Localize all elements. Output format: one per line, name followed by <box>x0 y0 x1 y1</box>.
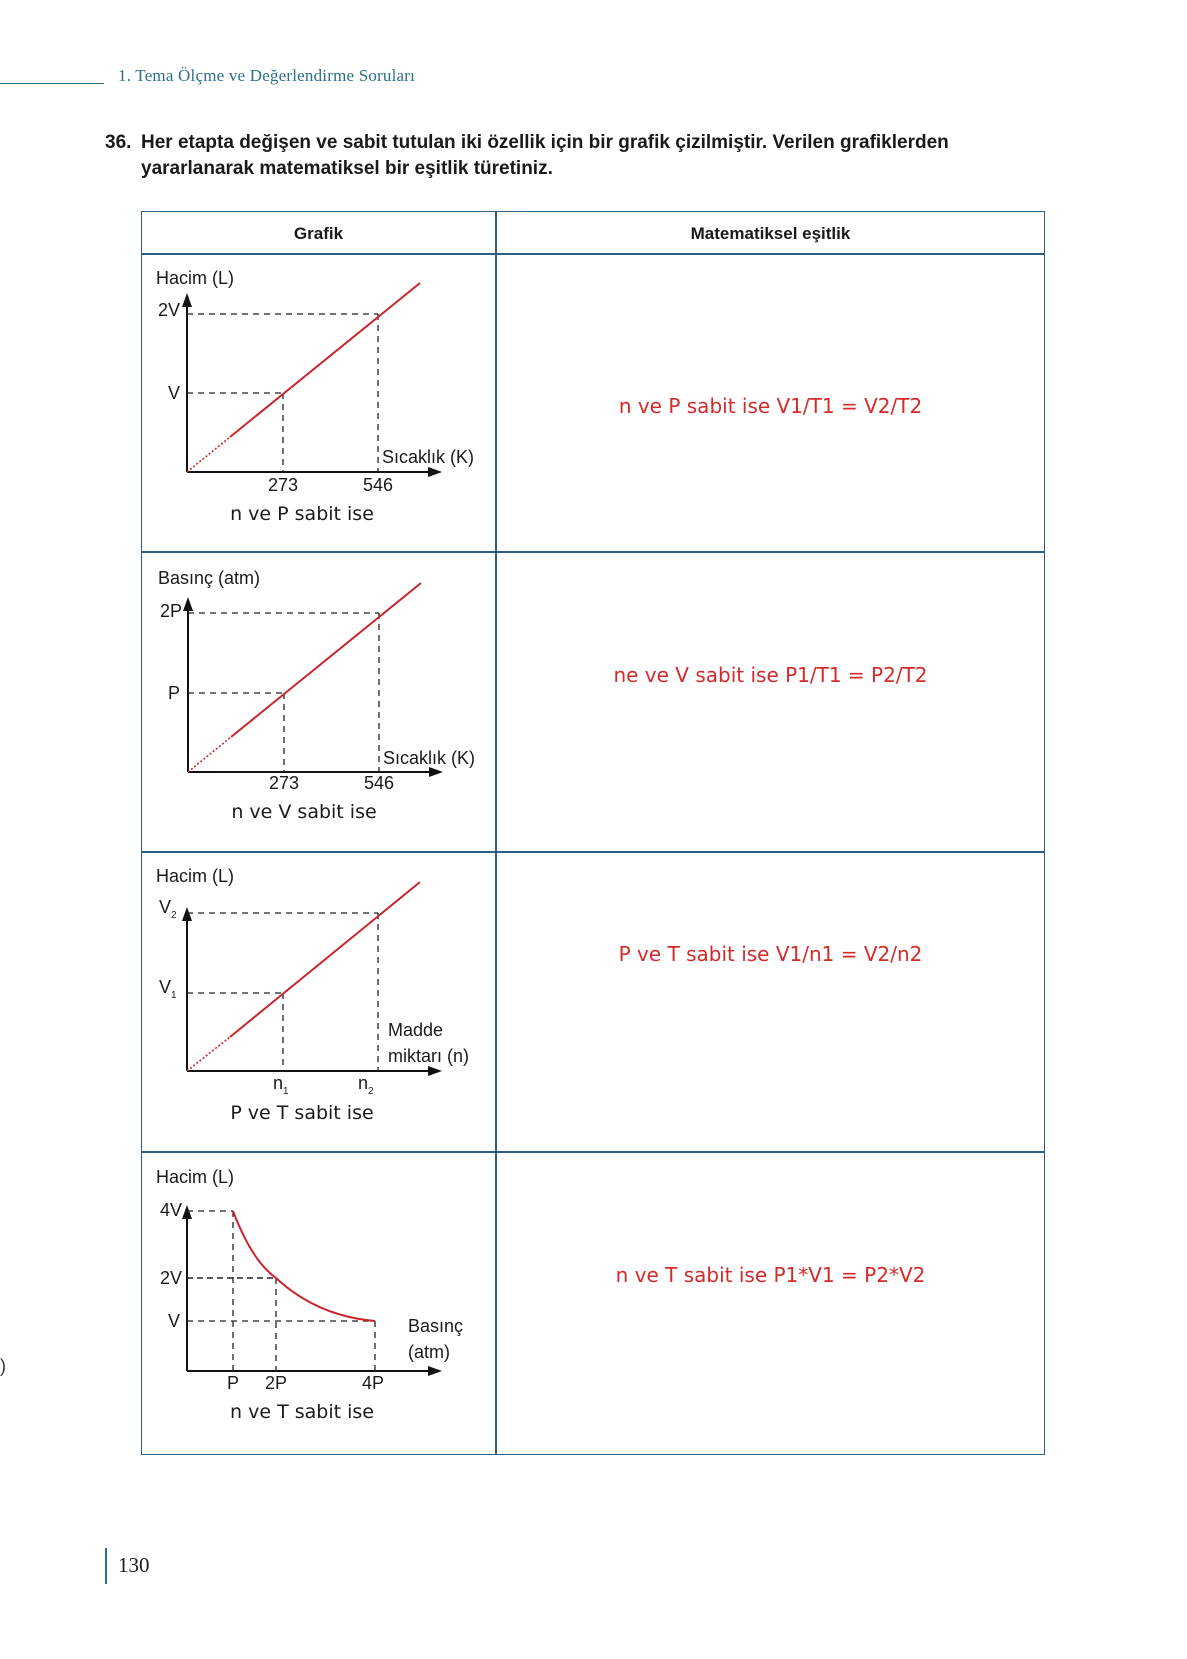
x-tick-label: 546 <box>363 773 395 793</box>
question-table <box>141 211 1045 1455</box>
x-tick-label: 273 <box>267 475 299 495</box>
header-rule <box>0 83 104 84</box>
extrapolation-line <box>188 737 231 772</box>
graph-caption: P ve T sabit ise <box>230 1102 374 1124</box>
x-axis-label: Madde <box>388 1020 444 1040</box>
x-axis-label: miktarı (n) <box>388 1046 469 1066</box>
question-text: Her etapta değişen ve sabit tutulan iki özellik için bir grafik çizilmiştir. Verilen grafiklerden yararlanarak matematiksel bir eşitlik türetiniz. <box>141 132 949 179</box>
extrapolation-line <box>187 437 230 472</box>
graph-cell-3 <box>142 853 494 1153</box>
data-line <box>230 882 420 1037</box>
equation-answer: P ve T sabit ise V1/n1 = V2/n2 <box>618 942 923 966</box>
x-tick-label: 2P <box>264 1373 288 1393</box>
y-axis-arrow-icon <box>182 293 192 307</box>
equation-cell-4 <box>497 1153 1044 1453</box>
question-number: 36. <box>105 132 132 153</box>
x-axis-label: Basınç <box>408 1316 464 1336</box>
y-tick-label: P <box>167 683 180 703</box>
y-axis-arrow-icon <box>182 907 192 921</box>
x-axis-arrow-icon <box>428 1366 442 1376</box>
x-tick-label: 273 <box>268 773 300 793</box>
x-axis-arrow-icon <box>428 1066 442 1076</box>
equation-answer: n ve T sabit ise P1*V1 = P2*V2 <box>615 1263 926 1287</box>
y-axis-arrow-icon <box>182 1205 192 1219</box>
data-line <box>230 283 420 437</box>
graph-volume-pressure <box>142 1153 494 1449</box>
column-header-equation: Matematiksel eşitlik <box>690 224 851 243</box>
equation-cell-2 <box>497 553 1044 853</box>
y-tick-label: 2V <box>159 1268 182 1288</box>
x-tick-label: 4P <box>361 1373 385 1393</box>
y-tick-label: $V_2$ <box>159 897 177 921</box>
edge-mark: ) <box>0 1356 6 1376</box>
y-tick-label: V <box>167 383 180 403</box>
y-axis-label: Hacim (L) <box>156 866 235 886</box>
column-header-graph: Grafik <box>293 224 344 243</box>
x-axis-label: Sıcaklık (K) <box>383 748 476 768</box>
equation-answer: ne ve V sabit ise P1/T1 = P2/T2 <box>613 663 928 687</box>
graph-cell-1 <box>142 255 494 555</box>
header-title: 1. Tema Ölçme ve Değerlendirme Soruları <box>118 66 416 85</box>
x-tick-label: 546 <box>362 475 394 495</box>
y-axis-label: Basınç (atm) <box>158 568 261 588</box>
graph-cell-4 <box>142 1153 494 1453</box>
y-tick-label: 2P <box>159 601 182 621</box>
graph-cell-2 <box>142 553 494 853</box>
page-number: 130 <box>118 1553 150 1577</box>
graph-volume-amount <box>142 853 494 1149</box>
equation-answer: n ve P sabit ise V1/T1 = V2/T2 <box>618 394 923 418</box>
equation-cell-1 <box>497 255 1044 555</box>
y-tick-label: $V_1$ <box>159 977 177 1001</box>
y-axis-arrow-icon <box>183 597 193 611</box>
y-tick-label: V <box>167 1311 180 1331</box>
graph-caption: n ve T sabit ise <box>230 1401 374 1423</box>
data-curve <box>233 1211 375 1321</box>
graph-caption: n ve P sabit ise <box>230 503 374 525</box>
graph-volume-temperature <box>142 255 494 551</box>
y-axis-label: Hacim (L) <box>156 268 235 288</box>
question <box>105 130 1065 182</box>
page-number-bar <box>105 1548 107 1584</box>
x-tick-label: $n_1$ <box>273 1073 289 1097</box>
data-line <box>231 583 421 737</box>
x-axis-arrow-icon <box>429 767 443 777</box>
x-tick-label: $n_2$ <box>358 1073 374 1097</box>
y-tick-label: 4V <box>159 1200 182 1220</box>
extrapolation-line <box>187 1037 230 1071</box>
y-tick-label: 2V <box>157 300 180 320</box>
x-tick-label: P <box>226 1373 240 1393</box>
graph-pressure-temperature <box>142 553 494 849</box>
y-axis-label: Hacim (L) <box>156 1167 235 1187</box>
graph-caption: n ve V sabit ise <box>231 801 377 823</box>
x-axis-arrow-icon <box>428 467 442 477</box>
x-axis-label: Sıcaklık (K) <box>382 447 475 467</box>
x-axis-label: (atm) <box>408 1342 450 1362</box>
equation-cell-3 <box>497 853 1044 1153</box>
